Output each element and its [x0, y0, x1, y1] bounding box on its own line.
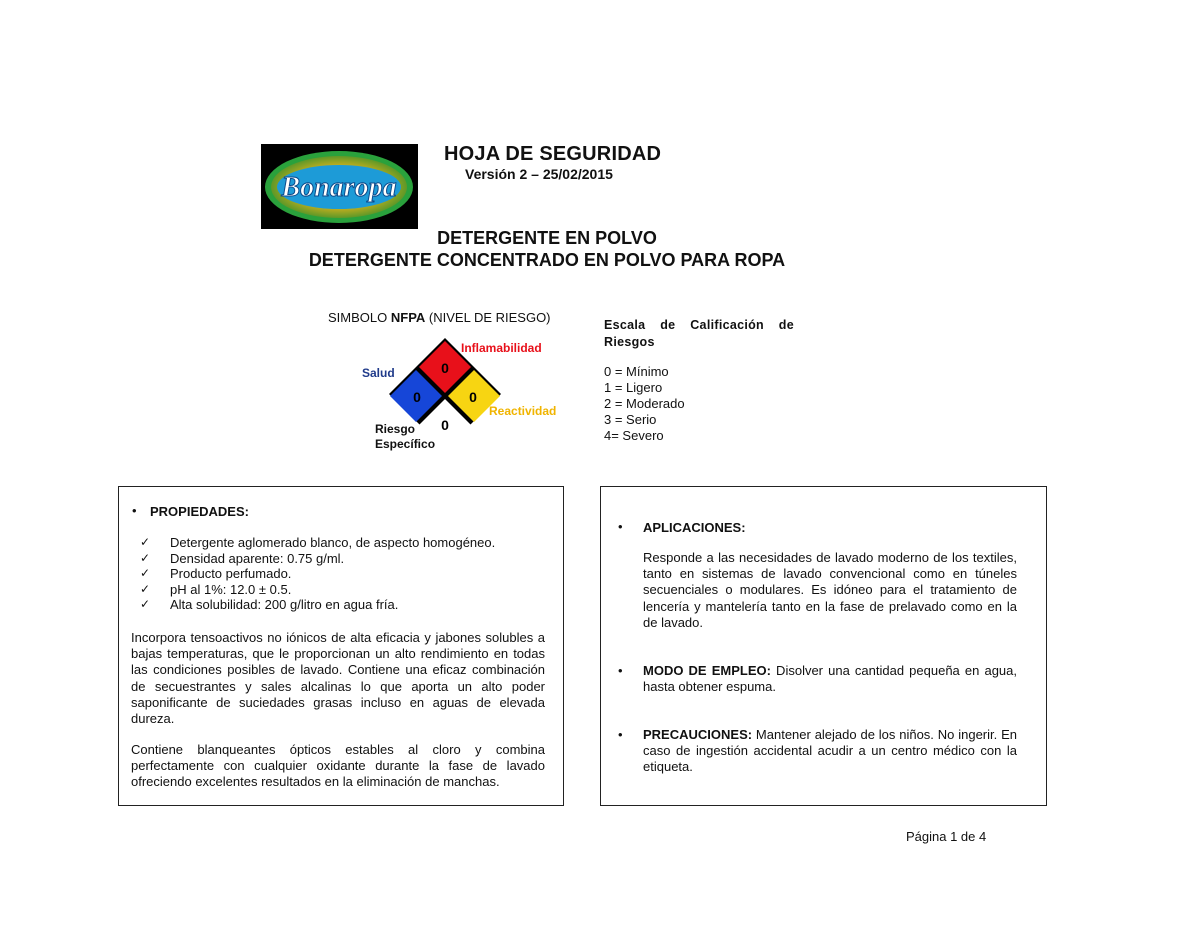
specific-value: 0 — [441, 417, 449, 433]
list-item: ✓ Detergente aglomerado blanco, de aspecto homogéneo. — [140, 535, 496, 550]
flammability-label: Inflamabilidad — [461, 341, 542, 355]
nfpa-caption: SIMBOLO NFPA (NIVEL DE RIESGO) — [328, 310, 551, 325]
check-icon: ✓ — [140, 535, 151, 549]
bullet-icon: • — [132, 503, 137, 518]
bullet-icon: • — [618, 727, 623, 742]
list-item: ✓ pH al 1%: 12.0 ± 0.5. — [140, 581, 292, 597]
health-value: 0 — [413, 389, 421, 405]
check-icon: ✓ — [140, 581, 151, 596]
bullet-icon: • — [618, 519, 623, 534]
scale-item: 4= Severo — [604, 428, 664, 443]
list-item: ✓ Alta solubilidad: 200 g/litro en agua fría. — [140, 597, 399, 612]
scale-title: Escala de Calificación de Riesgos — [604, 318, 794, 349]
check-icon: ✓ — [140, 597, 151, 611]
product-description: DETERGENTE CONCENTRADO EN POLVO PARA ROPA — [308, 250, 786, 270]
usage-box — [600, 486, 1047, 806]
properties-list — [140, 535, 550, 613]
properties-box — [118, 486, 564, 806]
document-title: HOJA DE SEGURIDAD — [444, 143, 662, 165]
nfpa-diamond — [355, 330, 585, 455]
properties-paragraph-2: Contiene blanqueantes ópticos estables al cloro y combina perfectamente con cualquier oxidante durante la fase de lavado ofreciendo excelentes resultados en la eliminación de manchas. — [131, 742, 545, 790]
reactivity-label: Reactividad — [489, 404, 557, 418]
specific-label-line2: Específico — [375, 437, 436, 451]
specific-label-line1: Riesgo — [375, 422, 416, 436]
list-item: ✓ Densidad aparente: 0.75 g/ml. — [140, 550, 345, 566]
usage-instructions: MODO DE EMPLEO: Disolver una cantidad pequeña en agua, hasta obtener espuma. — [643, 663, 1017, 695]
applications-text: Responde a las necesidades de lavado moderno de los textiles, tanto en sistemas de lavado convencional como en túneles secuenciales o modulares. Es idóneo para el tratamiento de lencería y mantelería tanto en la fase de prelavado como en la de lavado. — [643, 550, 1017, 630]
page-number: Página 1 de 4 — [906, 829, 987, 844]
applications-heading: APLICACIONES: — [643, 520, 746, 535]
product-name: DETERGENTE EN POLVO — [437, 228, 657, 248]
scale-item: 0 = Mínimo — [604, 364, 669, 379]
scale-item: 2 = Moderado — [604, 396, 685, 411]
check-icon: ✓ — [140, 550, 151, 565]
flammability-value: 0 — [441, 360, 449, 376]
properties-heading: PROPIEDADES: — [150, 504, 249, 519]
check-icon: ✓ — [140, 566, 151, 580]
brand-logo — [261, 144, 418, 229]
health-label: Salud — [362, 366, 395, 380]
reactivity-value: 0 — [469, 389, 477, 405]
scale-item: 1 = Ligero — [604, 380, 663, 395]
properties-paragraph-1: Incorpora tensoactivos no iónicos de alta eficacia y jabones solubles a bajas temperaturas, que le proporcionan un alto rendimiento en todas las condiciones posibles de lavado. Contiene una eficaz combinación de secuestrantes y sales alcalinas lo que aporta un alto poder saponificante de suciedades grasas incluso en aguas de elevada dureza. — [131, 630, 545, 727]
logo-text: Bonaropa — [281, 172, 397, 203]
bullet-icon: • — [618, 663, 623, 678]
scale-list — [604, 364, 685, 444]
scale-item: 3 = Serio — [604, 412, 657, 427]
document-version: Versión 2 – 25/02/2015 — [465, 166, 613, 182]
list-item: ✓ Producto perfumado. — [140, 566, 292, 581]
precautions: PRECAUCIONES: Mantener alejado de los niños. No ingerir. En caso de ingestión accidental acudir a un centro médico con la etiqueta. — [643, 727, 1017, 775]
